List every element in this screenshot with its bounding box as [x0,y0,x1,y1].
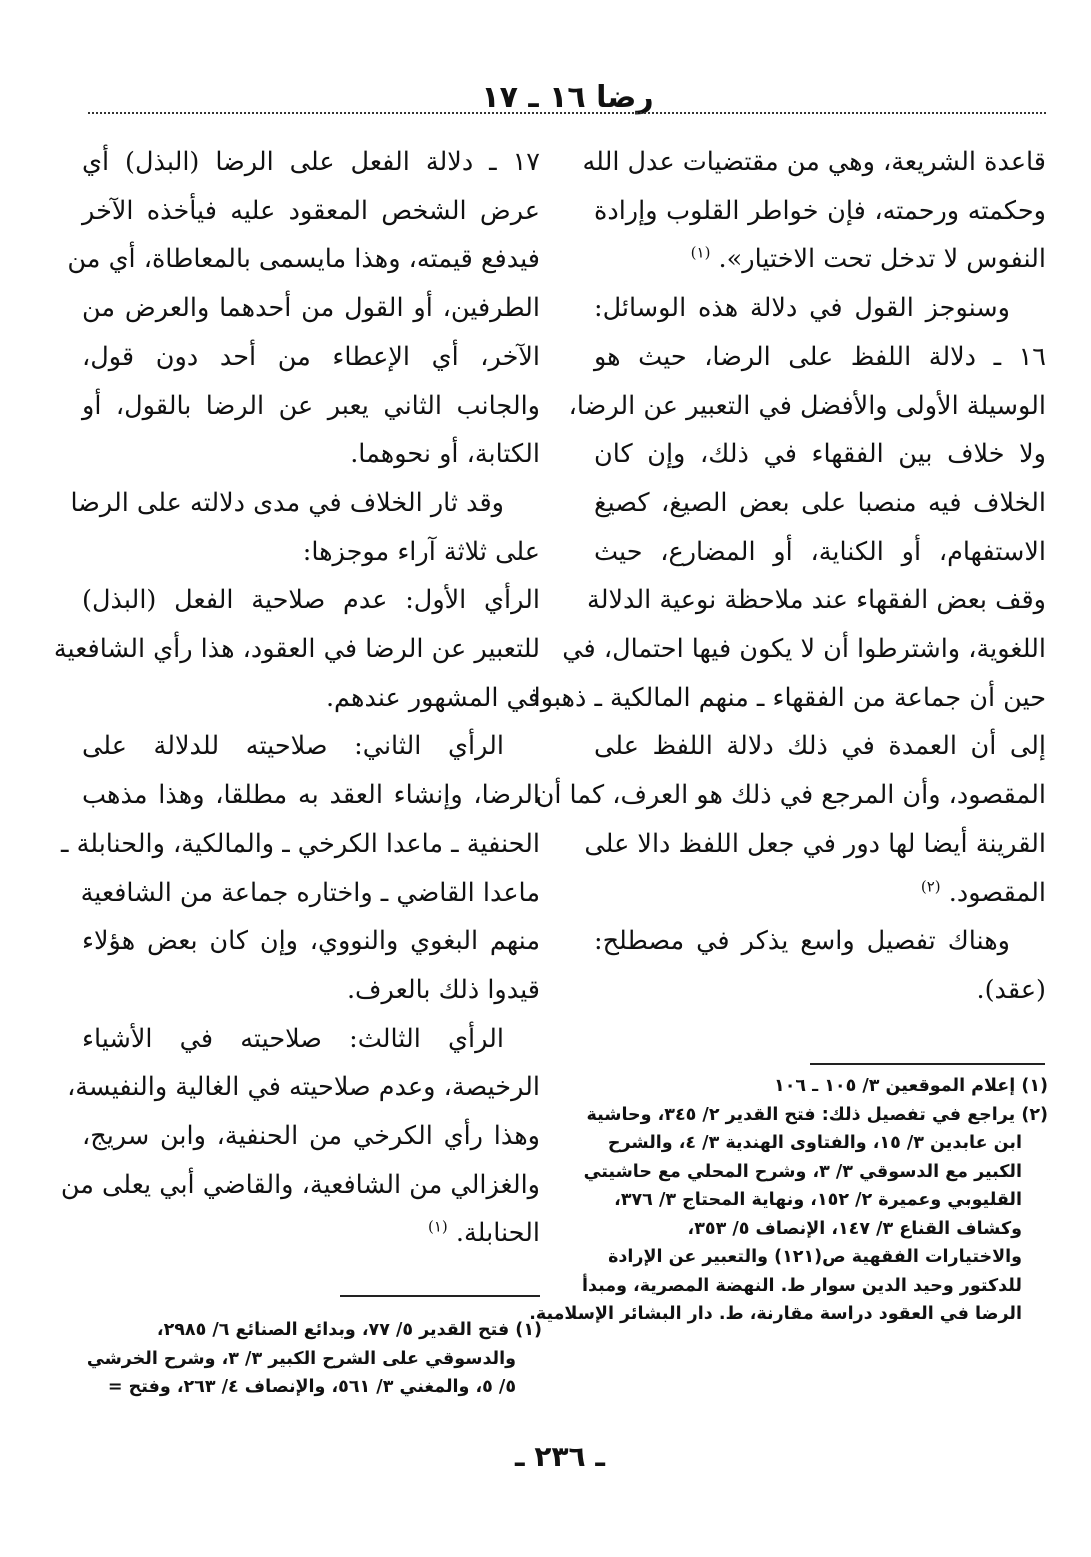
footnote-continuation: ابن عابدين ٣/ ١٥، والفتاوى الهندية ٣/ ٤، والشرح [607,1133,1022,1153]
text-line: الحنفية ـ ماعدا الكرخي ـ والمالكية، والحنابلة ـ [61,828,540,859]
text-line: اللغوية، واشترطوا أن لا يكون فيها احتمال، في [562,634,1046,665]
text-line: للتعبير عن الرضا في العقود، هذا رأي الشافعية [53,634,540,665]
footnote-continuation: والاختيارات الفقهية ص(١٢١) والتعبير عن الإرادة [608,1247,1022,1267]
text-line: (عقد). [976,974,1046,1005]
text-line: وقف بعض الفقهاء عند ملاحظة نوعية الدلالة [587,585,1046,616]
text-line: والجانب الثاني يعبر عن الرضا بالقول، أو [82,390,540,421]
footnote-continuation: للدكتور وحيد الدين سوار ط. النهضة المصرية، ومبدأ [581,1275,1022,1296]
footnote: (٢) يراجع في تفصيل ذلك: فتح القدير ٢/ ٣٤٥، وحاشية [586,1104,1048,1125]
text-line: قيدوا ذلك بالعرف. [346,974,540,1005]
text-line: وقد ثار الخلاف في مدى دلالته على الرضا [70,487,504,518]
text-line: الرخيصة، وعدم صلاحيته في الغالية والنفيسة، [67,1072,540,1103]
text-line: والغزالي من الشافعية، والقاضي أبي يعلى من [60,1169,540,1200]
text-line: فيدفع قيمته، وهذا مايسمى بالمعاطاة، أي من [67,244,540,275]
opinion-3-line: الرأي الثالث: صلاحيته في الأشياء [82,1023,504,1054]
text-line: إلى أن العمدة في ذلك دلالة اللفظ على [594,731,1046,762]
text-line: عرض الشخص المعقود عليه فيأخذه الآخر [82,195,540,226]
footnote-ref[interactable]: (٢) [920,877,941,896]
text-line: النفوس لا تدخل تحت الاختيار». $^{(١)}$ [690,243,1046,275]
footnote-continuation: والدسوقي على الشرح الكبير ٣/ ٣، وشرح الخرشي [86,1348,516,1369]
text-line: المقصود. $^{(٢)}$ [920,877,1046,908]
opinion-1-line: الرأي الأول: عدم صلاحية الفعل (البذل) [82,585,540,616]
text-line: القرينة أيضا لها دور في جعل اللفظ دالا على [584,828,1046,859]
text-line: المقصود، وأن المرجع في ذلك هو العرف، كما أن [535,780,1046,811]
footnote-continuation: الرضا في العقود دراسة مقارنة، ط. دار البشائر الإسلامية. [529,1304,1022,1324]
header-title: رضا ١٦ ـ ١٧ [481,80,654,115]
header-dotted-rule [88,112,1046,114]
footnote-continuation: وكشاف القناع ٣/ ١٤٧، الإنصاف ٥/ ٣٥٣، [687,1218,1022,1239]
text-line: وهذا رأي الكرخي من الحنفية، وابن سريج، [82,1121,540,1152]
text-line: ماعدا القاضي ـ واختاره جماعة من الشافعية [80,877,540,908]
page-number: ـ ٢٣٦ ـ [515,1440,605,1473]
text-line: قاعدة الشريعة، وهي من مقتضيات عدل الله [582,147,1046,177]
text-line: الوسيلة الأولى والأفضل في التعبير عن الرضا، [568,390,1046,421]
footnote-continuation: الكبير مع الدسوقي ٣/ ٣، وشرح المحلي مع حاشيتي [583,1161,1022,1182]
footnote-ref[interactable]: (١) [428,1217,448,1236]
text-line: منهم البغوي والنووي، وإن كان بعض هؤلاء [82,926,540,957]
text-line: وهناك تفصيل واسع يذكر في مصطلح: [594,926,1010,957]
text-line: في المشهور عندهم. [325,682,540,713]
footnote: (١) إعلام الموقعين ٣/ ١٠٥ ـ ١٠٦ [774,1076,1048,1096]
footnotes-right [529,1072,1048,1329]
footnote-ref[interactable]: (١) [690,243,711,262]
text-line: الطرفين، أو القول من أحدهما والعرض من [82,293,540,324]
text-line: وحكمته ورحمته، فإن خواطر القلوب وإرادة [594,195,1046,226]
left-column [53,138,540,1258]
footnote-divider [810,1063,1045,1065]
footnotes-left [80,1316,542,1402]
section-17-heading-line: ١٧ ـ دلالة الفعل على الرضا (البذل) أي [82,147,540,177]
footnote-divider [340,1295,540,1297]
text-line: الكتابة، أو نحوهما. [350,439,540,470]
text-line: الاستفهام، أو الكناية، أو المضارع، حيث [594,536,1046,567]
text-line: حين أن جماعة من الفقهاء ـ منهم المالكية ـ ذهبوا [533,682,1046,713]
text-line: ولا خلاف بين الفقهاء في ذلك، وإن كان [594,439,1046,470]
footnote-continuation: القليوبي وعميرة ٢/ ١٥٢، ونهاية المحتاج ٣/ ٣٧٦، [614,1190,1022,1210]
text-line: الرضا، وإنشاء العقد به مطلقا، وهذا مذهب [82,780,540,811]
text-line: الحنابلة. $^{(١)}$ [428,1217,540,1249]
right-column [533,138,1046,1015]
footnote: (١) فتح القدير ٥/ ٧٧، وبدائع الصنائع ٦/ ٢٩٨٥، [156,1320,542,1340]
section-16-heading-line: ١٦ ـ دلالة اللفظ على الرضا، حيث هو [594,341,1046,372]
text-line: الآخر، أي الإعطاء من أحد دون قول، [82,341,540,372]
text-line: على ثلاثة آراء موجزها: [302,536,540,567]
text-line: الخلاف فيه منصبا على بعض الصيغ، كصيغ [594,487,1046,518]
opinion-2-line: الرأي الثاني: صلاحيته للدلالة على [82,731,504,762]
footnote-continuation: ٥/ ٥، والمغني ٣/ ٥٦١، والإنصاف ٤/ ٢٦٣، وفتح = [107,1377,516,1397]
text-line: وسنوجز القول في دلالة هذه الوسائل: [594,293,1010,324]
